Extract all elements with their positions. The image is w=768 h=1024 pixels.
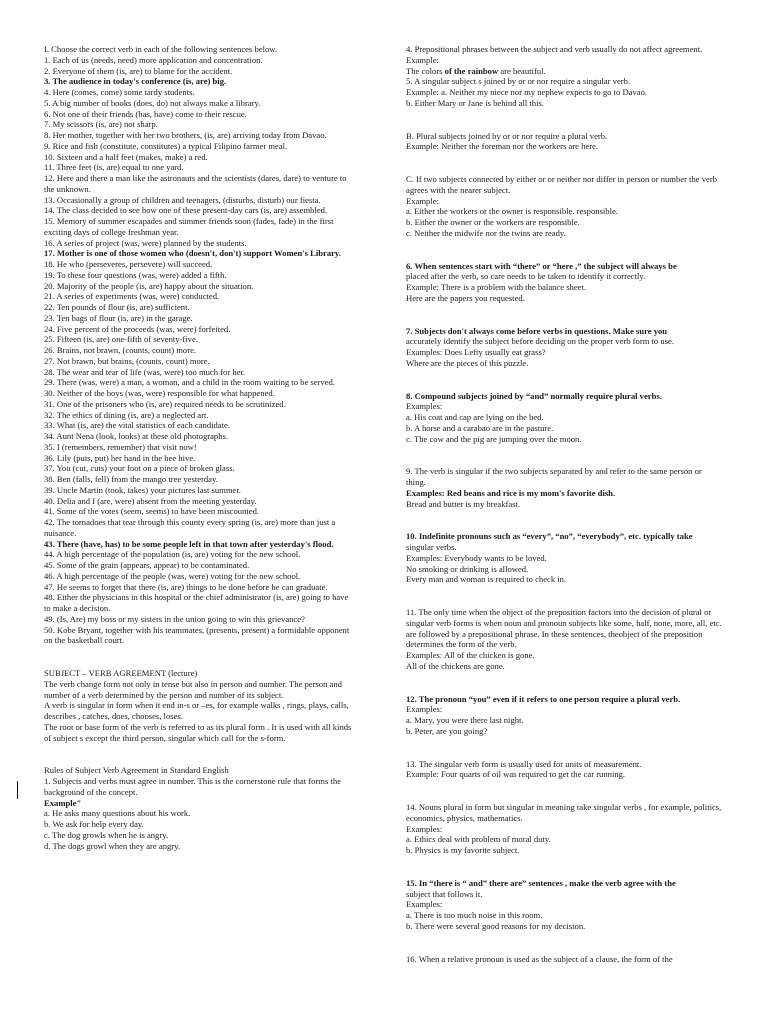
rule-12-example: a. Mary, you were there last night. [406,715,524,725]
exercise-item: 12. Here and there a man like the astronauts and the scientists (dares, dare) to venture to the unknown. [44,173,347,194]
rule-6-text: placed after the verb, so care needs to be taken to identify it correctly. [406,271,646,282]
rule-5-text: 5. A singular subject s joined by or or nor require a singular verb. [406,76,631,87]
rule-15-text: subject that follows it. [406,888,483,899]
exercise-item: 33. What (is, are) the vital statistics of each candidate. [44,420,230,431]
rule-4-example-label: Example: [406,54,439,65]
exercise-item: 4. Here (comes, come) some tardy students. [44,87,195,97]
rule-c-example: b. Either the owner or the workers are responsible. [406,217,580,227]
exercise-item: 49. (Is, Are) my boss or my sisters in the union going to win this grievance? [44,613,305,624]
exercise-item: 9. Rice and fish (constitute, constitutes) a typical Filipino farmer meal. [44,140,288,151]
rule-10-example: Examples: Everybody wants to be loved. [406,552,547,563]
right-column [406,44,722,964]
exercise-item: 23. Ten bags of flour (is, are) in the garage. [44,312,193,323]
exercise-item: 3. The audience in today's conference (is, are) big. [44,76,227,87]
exercise-item: 27. Not brawn, but brains, (counts, count) more. [44,355,210,366]
exercise-item: 38. Ben (falls, fell) from the mango tree yesterday. [44,474,218,484]
exercise-item: 40. Delia and I (are, were) absent from the meeting yesterday. [44,495,257,506]
exercise-item: 13. Occasionally a group of children and teenagers, (disturbs, disturb) our fiesta. [44,194,321,205]
rule-14-example: a. Ethics deal with problem of moral duty. [406,834,551,845]
exercise-item: 30. Neither of the boys (was, were) responsible for what happened. [44,388,275,398]
lecture-paragraph: The root or base form of the verb is referred to as its plural form . It is used with all kinds of subject s except the third person, singular which call for the s-form. [44,721,352,743]
rule-8-example: c. The cow and the pig are jumping over the moon. [406,433,582,444]
exercise-item: 25. Fifteen (is, are) one-fifth of seventy-five. [44,334,198,345]
exercise-item: 21. A series of experiments (was, were) conducted. [44,291,220,302]
exercise-item: 31. One of the prisoners who (is, are) required needs to be scrutinized. [44,398,286,409]
rule-12-heading: 12. The pronoun “you” even if it refers to one person require a plural verb. [406,693,681,704]
exercise-item: 7. My scissors (is, are) not sharp. [44,119,158,130]
exercise-item: 22. Ten pounds of flour (is, are) sufficient. [44,302,190,312]
rule-c-example: c. Neither the midwife nor the twins are ready. [406,227,566,238]
rule-10-example: Every man and woman is required to check in. [406,574,567,585]
rule-6-example: Here are the papers you requested. [406,292,525,303]
exercise-item: 15. Memory of summer escapades and summer friends soon (fades, fade) in the first exciting days of college freshman year. [44,216,334,237]
exercise-item: 2. Everyone of them (is, are) to blame for the accident. [44,65,233,76]
text-cursor [17,781,18,799]
rule-1-example: a. He asks many questions about his work. [44,808,191,819]
rule-14-text: 14. Nouns plural in form but singular in meaning take singular verbs , for example, politics, economics, physics, mathematics. [406,802,722,823]
exercise-item: 43. There (have, has) to be some people left in that town after yesterday's flood. [44,538,334,549]
rule-8-heading: 8. Compound subjects joined by “and” normally require plural verbs. [406,390,662,401]
rule-9-example: Bread and butter is my breakfast. [406,498,521,509]
exercise-item: 14. The class decided to see how one of these present-day cars (is, are) assembled. [44,205,328,216]
rule-7-text: accurately identify the subject before deciding on the proper verb form to use. [406,336,674,347]
exercise-item: 45. Some of the grain (appears, appear) to be contaminated. [44,560,250,570]
exercise-item: 29. There (was, were) a man, a woman, and a child in the room waiting to be served. [44,377,335,388]
rule-7-heading: 7. Subjects don't always come before verbs in questions. Make sure you [406,325,668,336]
rule-4-example-post: are beautiful. [498,65,546,76]
exercise-item: 24. Five percent of the proceeds (was, were) forfeited. [44,323,231,334]
rule-1-text: 1. Subjects and verbs must agree in number. This is the cornerstone rule that forms the background of the concept. [44,776,341,797]
rule-6-example: Example: There is a problem with the balance sheet. [406,282,587,292]
rule-1-example-label: Example" [44,797,82,808]
rule-8-example: b. A horse and a carabao are in the pasture. [406,422,554,433]
exercise-item: 47. He seems to forget that there (is, are) things to be done before he can graduate. [44,581,328,592]
exercise-item: 17. Mother is one of those women who (doesn't, don't) support Women's Library. [44,248,341,259]
exercise-item: 42. The tornadoes that tear through this county every spring (is, are) more than just a nuisance. [44,517,336,538]
left-column [44,44,356,851]
rule-11-text: 11. The only time when the object of the preposition factors into the decision of plural or singular verb forms is when noun and pronoun subjects like some, half, none, more, all, etc. are followed by a prepositional phrase. In these sentences, theobject of the preposition determines the form of the verb. [406,607,722,650]
rule-13-text: 13. The singular verb form is usually used for units of measurement. [406,758,642,769]
exercise-item: 39. Uncle Martin (took, takes) your pictures last summer. [44,484,241,495]
exercise-item: 10. Sixteen and a half feet (makes, make) a red. [44,151,208,162]
exercise-list [44,55,356,646]
exercise-item: 19. To these four questions (was, were) added a fifth. [44,269,227,280]
rule-13-example: Example: Four quarts of oil was required to get the car running. [406,769,626,780]
lecture-paragraph: A verb is singular in form when it end in-s or –es, for example walks , rings, plays, calls, describes , catches, does, chooses, loses. [44,700,349,721]
exercise-item: 5. A big number of books (does, do) not always make a library. [44,97,261,108]
exercise-item: 48. Either the physicians in this hospital or the chief administrator (is, are) going to have to make a decision. [44,592,349,613]
rule-7-example: Where are the pieces of this puzzle. [406,357,529,368]
rule-16-text: 16. When a relative pronoun is used as the subject of a clause, the form of the [406,953,673,964]
exercise-item: 32. The ethics of dining (is, are) a neglected art. [44,409,209,420]
exercise-item: 26. Brains, not brawn, (counts, count) more. [44,345,197,355]
rule-15-example-label: Examples: [406,899,443,910]
lecture-title: SUBJECT – VERB AGREEMENT (lecture) [44,668,198,678]
exercise-item: 11. Three feet (is, are) equal to one yard. [44,162,184,173]
rule-5-example: Example: a. Neither my niece nor my nephew expects to go to Davao. [406,87,648,97]
rules-title: Rules of Subject Verb Agreement in Standard English [44,765,229,776]
exercise-item: 16. A series of project (was, were) planned by the students. [44,237,247,248]
exercise-item: 28. The wear and tear of life (was, were) too much for her. [44,366,245,377]
rule-b-text: B. Plural subjects joined by or or nor require a plural verb. [406,130,608,141]
exercise-item: 6. Not one of their friends (has, have) come to their rescue. [44,108,247,119]
rule-1-example: b. We ask for help every day. [44,819,144,829]
exercise-instructions: I. Choose the correct verb in each of the following sentences below. [44,44,278,54]
exercise-item: 1. Each of us (needs, need) more application and concentration. [44,54,263,65]
rule-c-example: a. Either the workers or the owner is responsible. responsible. [406,206,618,217]
rule-14-example-label: Examples: [406,823,443,834]
exercise-item: 34. Aunt Nena (look, looks) at these old photographs. [44,431,229,441]
rule-c-example-label: Example: [406,195,439,206]
rule-1-example: d. The dogs growl when they are angry. [44,840,181,851]
rule-1-example: c. The dog growls when he is angry. [44,829,169,840]
rule-15-example: a. There is too much noise in this room. [406,910,543,920]
rule-4-text: 4. Prepositional phrases between the subject and verb usually do not affect agreement. [406,44,703,54]
exercise-item: 8. Her mother, together with her two brothers, (is, are) arriving today from Davao. [44,130,327,140]
exercise-item: 44. A high percentage of the population (is, are) voting for the new school. [44,549,301,560]
exercise-item: 20. Majority of the people (is, are) happy about the situation. [44,280,254,291]
rule-11-example: Examples: All of the chicken is gone. [406,650,535,660]
exercise-item: 37. You (cut, cuts) your foot on a piece of broken glass. [44,463,235,474]
rule-8-example-label: Examples: [406,401,443,412]
rule-9-text: 9. The verb is singular if the two subjects separated by and refer to the same person or thing. [406,466,702,487]
rule-6-heading: 6. When sentences start with “there” or “here ,” the subject will always be [406,260,677,271]
exercise-item: 35. I (remembers, remember) that visit now! [44,441,197,452]
rule-4-example [406,66,722,77]
exercise-item: 36. Lily (puts, put) her hand in the bee hive. [44,452,196,463]
rule-12-example: b. Peter, are you going? [406,725,488,736]
rule-8-example: a. His coat and cap are lying on the bed. [406,412,544,422]
exercise-item: 41. Some of the votes (seem, seems) to have been miscounted. [44,506,260,517]
lecture-paragraph: The verb change form not only in tense but also in person and number. The person and number of a verb determined by the person and number of its subject. [44,678,342,700]
rule-7-example: Examples: Does Lefty usually eat grass? [406,347,546,357]
rule-14-example: b. Physics is my favorite subject. [406,845,520,855]
rule-4-example-pre: The colors [406,65,445,76]
exercise-item: 46. A high percentage of the people (was, were) voting for the new school. [44,570,301,581]
rule-b-example: Example: Neither the foreman nor the workers are here. [406,141,599,152]
rule-c-text: C. If two subjects connected by either or or neither nor differ in person or number the verb agrees with the nearer subject. [406,174,718,195]
exercise-item: 18. He who (perseveres, persevere) will succeed. [44,259,213,269]
rule-10-text: singular verbs. [406,542,457,552]
rule-5-example: b. Either Mary or Jane is behind all this. [406,97,544,108]
rule-9-example: Examples: Red beans and rice is my mom's favorite dish. [406,487,616,498]
rule-10-example: No smoking or drinking is allowed. [406,563,529,574]
rule-4-example-bold: of the rainbow [444,65,499,76]
rule-10-heading: 10. Indefinite pronouns such as “every”, “no”, “everybody”, etc. typically take [406,531,693,542]
rule-15-example: b. There were several good reasons for my decision. [406,920,586,931]
rule-12-example-label: Examples: [406,704,443,715]
exercise-item: 50. Kobe Bryant, together with his teammates, (presents, present) a formidable opponent on the basketball court. [44,624,350,646]
rule-11-example: All of the chickens are gone. [406,660,505,671]
rule-15-heading: 15. In “there is “ and” there are” sentences , make the verb agree with the [406,877,676,888]
